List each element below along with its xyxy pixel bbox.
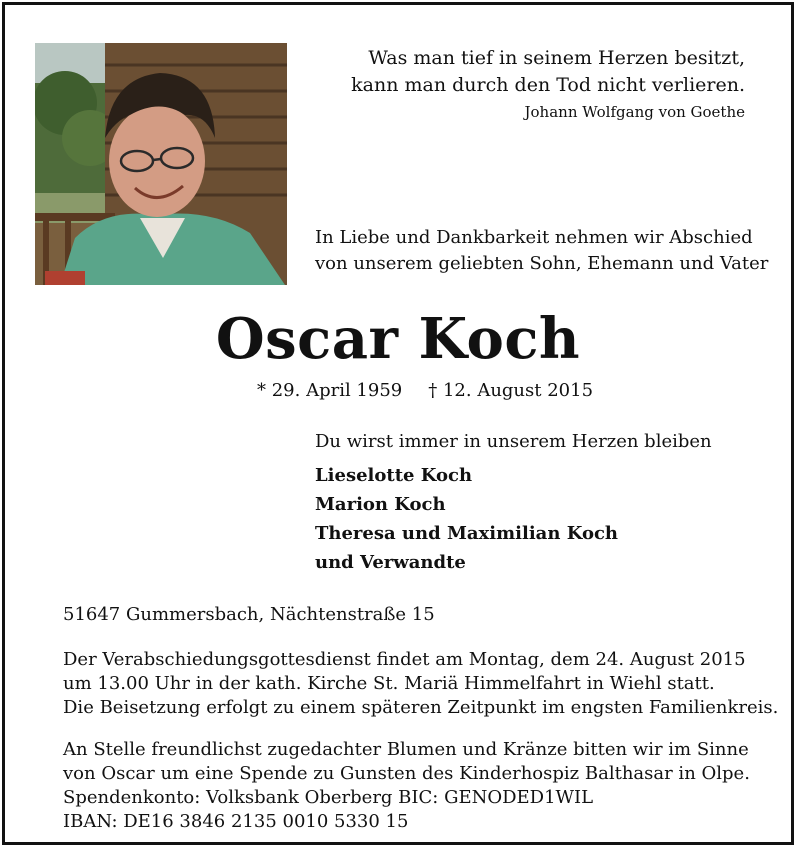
farewell-intro (315, 225, 768, 277)
donation-line: Spendenkonto: Volksbank Oberberg BIC: GENODED1WIL (63, 787, 594, 808)
donation-line: IBAN: DE16 3846 2135 0010 5330 15 (63, 811, 409, 832)
service-line: Der Verabschiedungsgottesdienst findet am Montag, dem 24. August 2015 (63, 649, 746, 670)
mourner-name: Lieselotte Koch (315, 465, 473, 486)
service-details (63, 648, 778, 720)
donation-details (63, 738, 750, 834)
death-date: † 12. August 2015 (428, 380, 594, 401)
birth-date: * 29. April 1959 (257, 380, 403, 401)
life-dates (257, 378, 593, 404)
service-line: um 13.00 Uhr in der kath. Kirche St. Mariä Himmelfahrt in Wiehl statt. (63, 673, 715, 694)
mourner-name: Marion Koch (315, 494, 446, 515)
portrait-photo-illustration (35, 43, 287, 285)
obituary-notice (2, 2, 794, 845)
service-line: Die Beisetzung erfolgt zu einem späteren Zeitpunkt im engsten Familienkreis. (63, 697, 779, 718)
mourner-name: und Verwandte (315, 552, 466, 573)
quote-line: Was man tief in seinem Herzen besitzt, (368, 47, 745, 69)
intro-line: In Liebe und Dankbarkeit nehmen wir Abschied (315, 227, 753, 248)
quote-line: kann man durch den Tod nicht verlieren. (351, 74, 745, 96)
donation-line: An Stelle freundlichst zugedachter Blumen und Kränze bitten wir im Sinne (63, 739, 749, 760)
mourners-list (315, 461, 618, 577)
deceased-name: Oscar Koch (215, 306, 581, 372)
intro-line: von unserem geliebten Sohn, Ehemann und Vater (315, 253, 769, 274)
goethe-quote (351, 45, 745, 123)
donation-line: von Oscar um eine Spende zu Gunsten des Kinderhospiz Balthasar in Olpe. (63, 763, 750, 784)
family-address: 51647 Gummersbach, Nächtenstraße 15 (63, 604, 435, 625)
mourner-name: Theresa und Maximilian Koch (315, 523, 618, 544)
memorial-motto: Du wirst immer in unserem Herzen bleiben (315, 431, 712, 452)
quote-author: Johann Wolfgang von Goethe (524, 103, 745, 121)
portrait-photo (35, 43, 287, 285)
